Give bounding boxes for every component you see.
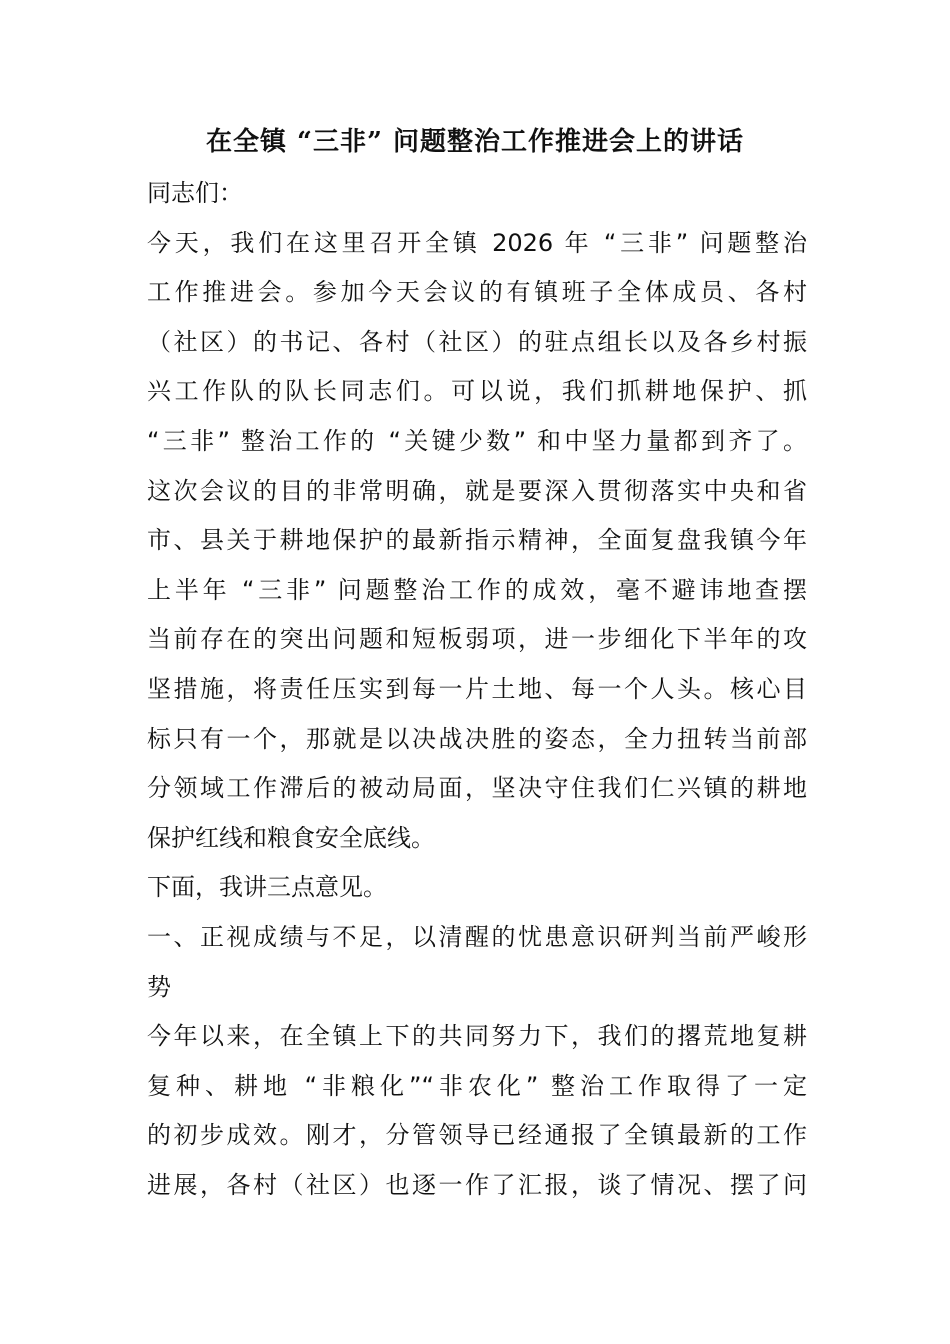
- text-line: 分领域工作滞后的被动局面，坚决守住我们仁兴镇的耕地: [147, 774, 807, 803]
- document-title: 在全镇 “三非” 问题整治工作推进会上的讲话: [205, 127, 744, 157]
- text-line: 复种、耕地 “非粮化”“非农化” 整治工作取得了一定: [147, 1071, 807, 1100]
- text-line: 的初步成效。刚才，分管领导已经通报了全镇最新的工作: [147, 1121, 807, 1150]
- text-line: 下面，我讲三点意见。: [147, 873, 387, 902]
- text-line: 工作推进会。参加今天会议的有镇班子全体成员、各村: [147, 278, 807, 307]
- text-line: 今年以来，在全镇上下的共同努力下，我们的撂荒地复耕: [147, 1022, 807, 1051]
- text-line: 兴工作队的队长同志们。可以说，我们抓耕地保护、抓: [147, 377, 807, 406]
- document-body: [147, 169, 807, 1210]
- text-line: 标只有一个，那就是以决战决胜的姿态，全力扭转当前部: [147, 724, 807, 753]
- text-line: 同志们：: [147, 179, 243, 207]
- text-line: 保护红线和粮食安全底线。: [147, 823, 435, 852]
- text-line: 上半年 “三非” 问题整治工作的成效，毫不避讳地查摆: [147, 575, 807, 604]
- text-line: 势: [147, 972, 171, 1001]
- text-line: 当前存在的突出问题和短板弱项，进一步细化下半年的攻: [147, 625, 807, 654]
- text-line: 市、县关于耕地保护的最新指示精神，全面复盘我镇今年: [147, 526, 807, 555]
- text-line: 坚措施，将责任压实到每一片土地、每一个人头。核心目: [147, 674, 807, 703]
- text-line: 今天，我们在这里召开全镇 2026 年 “三非” 问题整治: [147, 228, 807, 257]
- text-line: 一、正视成绩与不足，以清醒的忧患意识研判当前严峻形: [147, 922, 807, 951]
- text-line: 这次会议的目的非常明确，就是要深入贯彻落实中央和省: [147, 476, 807, 505]
- text-line: （社区）的书记、各村（社区）的驻点组长以及各乡村振: [147, 327, 807, 356]
- text-line: 进展，各村（社区）也逐一作了汇报，谈了情况、摆了问: [147, 1170, 807, 1199]
- text-line: “三非” 整治工作的 “关键少数” 和中坚力量都到齐了。: [147, 426, 807, 455]
